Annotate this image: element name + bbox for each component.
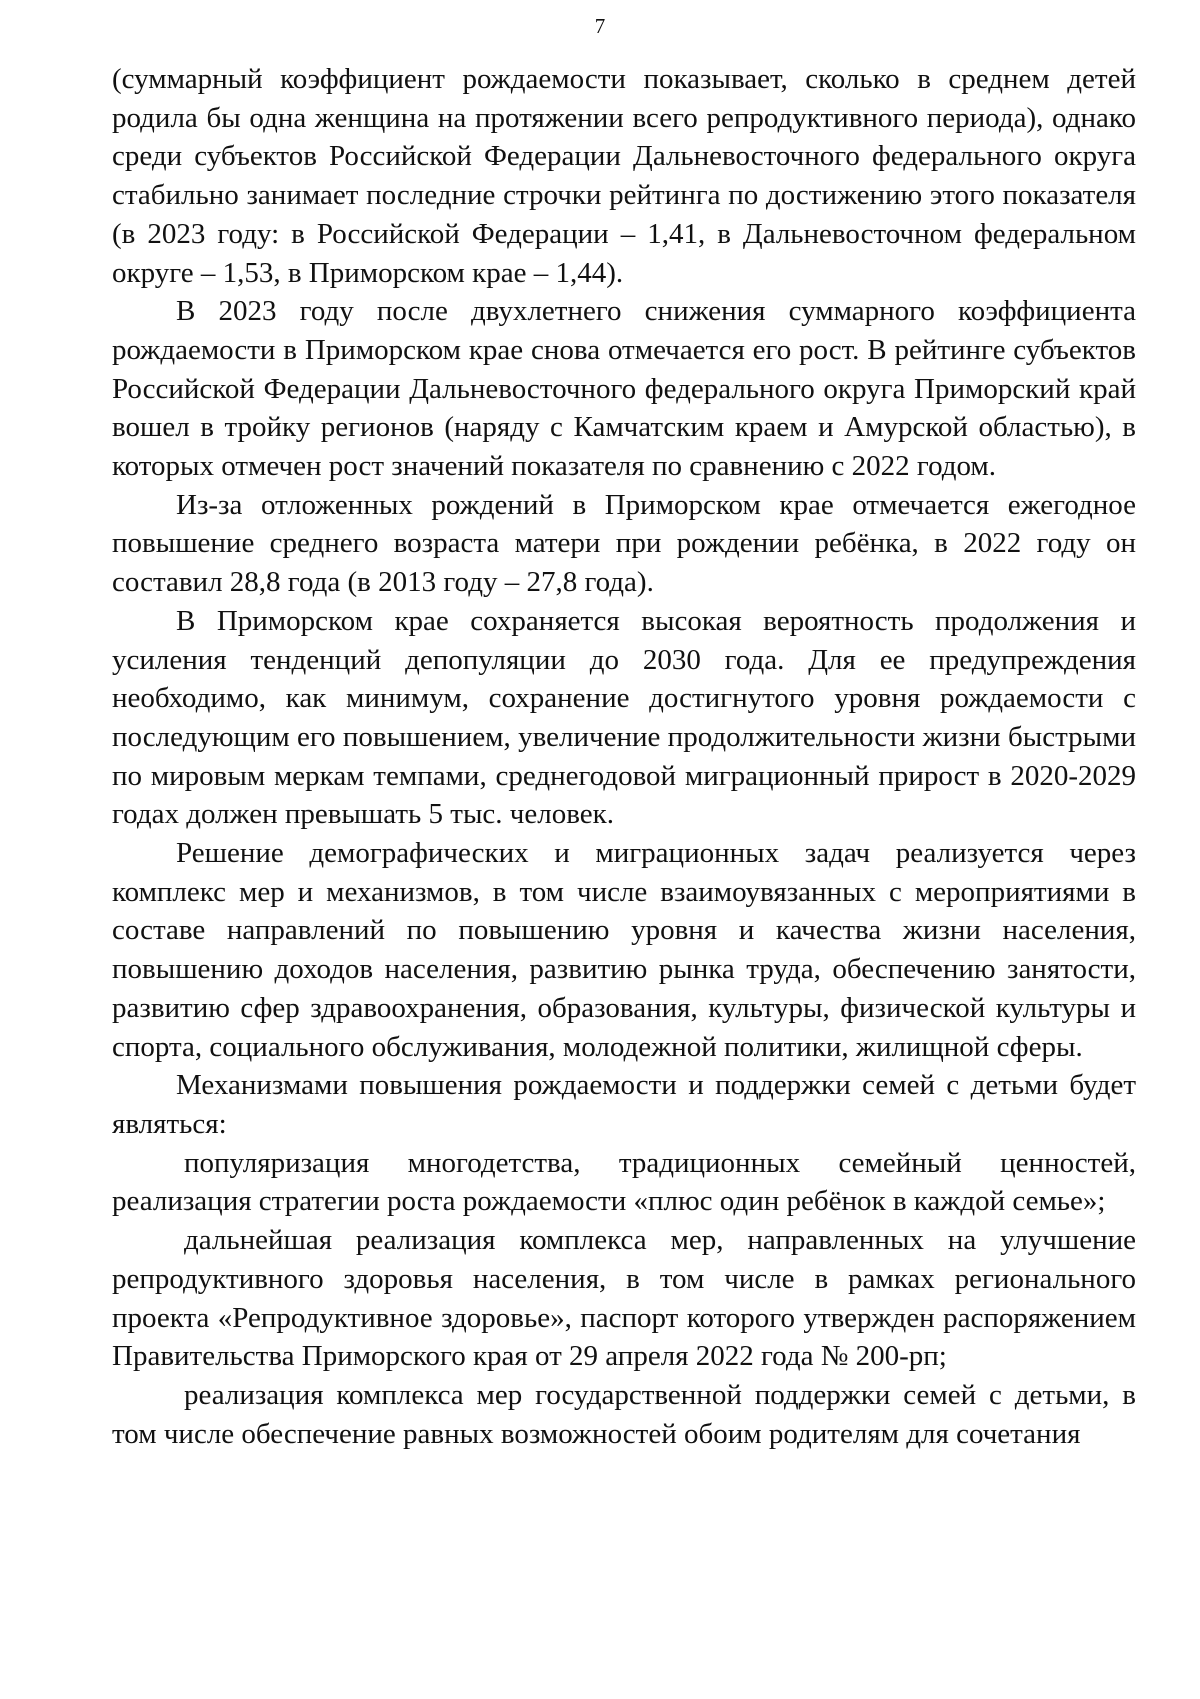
list-item-1: популяризация многодетства, традиционных семейный ценностей, реализация стратегии роста рождаемости «плюс один ребёнок в каждой семье»; — [112, 1146, 1136, 1218]
page-number: 7 — [594, 14, 606, 38]
list-item-2: дальнейшая реализация комплекса мер, направленных на улучшение репродуктивного здоровья населения, в том числе в рамках регионального проекта «Репродуктивное здоровье», паспорт которого утвержден распоряжением Правительства Приморского края от 29 апреля 2022 года № 200-рп; — [112, 1224, 1136, 1373]
paragraph-2: В 2023 году после двухлетнего снижения суммарного коэффициента рождаемости в Приморском крае снова отмечается его рост. В рейтинге субъектов Российской Федерации Дальневосточного федерального округа Приморский край вошел в тройку регионов (наряду с Камчатским краем и Амурской областью), в которых отмечен рост значений показателя по сравнению с 2022 годом. — [112, 295, 1136, 483]
paragraph-3: Из-за отложенных рождений в Приморском крае отмечается ежегодное повышение среднего возраста матери при рождении ребёнка, в 2022 году он составил 28,8 года (в 2013 году – 27,8 года). — [112, 488, 1136, 599]
list-item-3: реализация комплекса мер государственной поддержки семей с детьми, в том числе обеспечение равных возможностей обоим родителям для сочетания — [112, 1378, 1136, 1450]
paragraph-4: В Приморском крае сохраняется высокая вероятность продолжения и усиления тенденций депопуляции до 2030 года. Для ее предупреждения необходимо, как минимум, сохранение достигнутого уровня рождаемости с последующим его повышением, увеличение продолжительности жизни быстрыми по мировым меркам темпами, среднегодовой миграционный прирост в 2020-2029 годах должен превышать 5 тыс. человек. — [112, 604, 1136, 831]
paragraph-1: (суммарный коэффициент рождаемости показывает, сколько в среднем детей родила бы одна женщина на протяжении всего репродуктивного периода), однако среди субъектов Российской Федерации Дальневосточного федерального округа стабильно занимает последние строчки рейтинга по достижению этого показателя (в 2023 году: в Российской Федерации – 1,41, в Дальневосточном федеральном округе – 1,53, в Приморском крае – 1,44). — [112, 63, 1136, 289]
document-body — [112, 60, 1136, 1453]
paragraph-5: Решение демографических и миграционных задач реализуется через комплекс мер и механизмов, в том числе взаимоувязанных с мероприятиями в составе направлений по повышению уровня и качества жизни населения, повышению доходов населения, развитию рынка труда, обеспечению занятости, развитию сфер здравоохранения, образования, культуры, физической культуры и спорта, социального обслуживания, молодежной политики, жилищной сферы. — [112, 837, 1136, 1063]
paragraph-6: Механизмами повышения рождаемости и поддержки семей с детьми будет являться: — [112, 1069, 1136, 1140]
